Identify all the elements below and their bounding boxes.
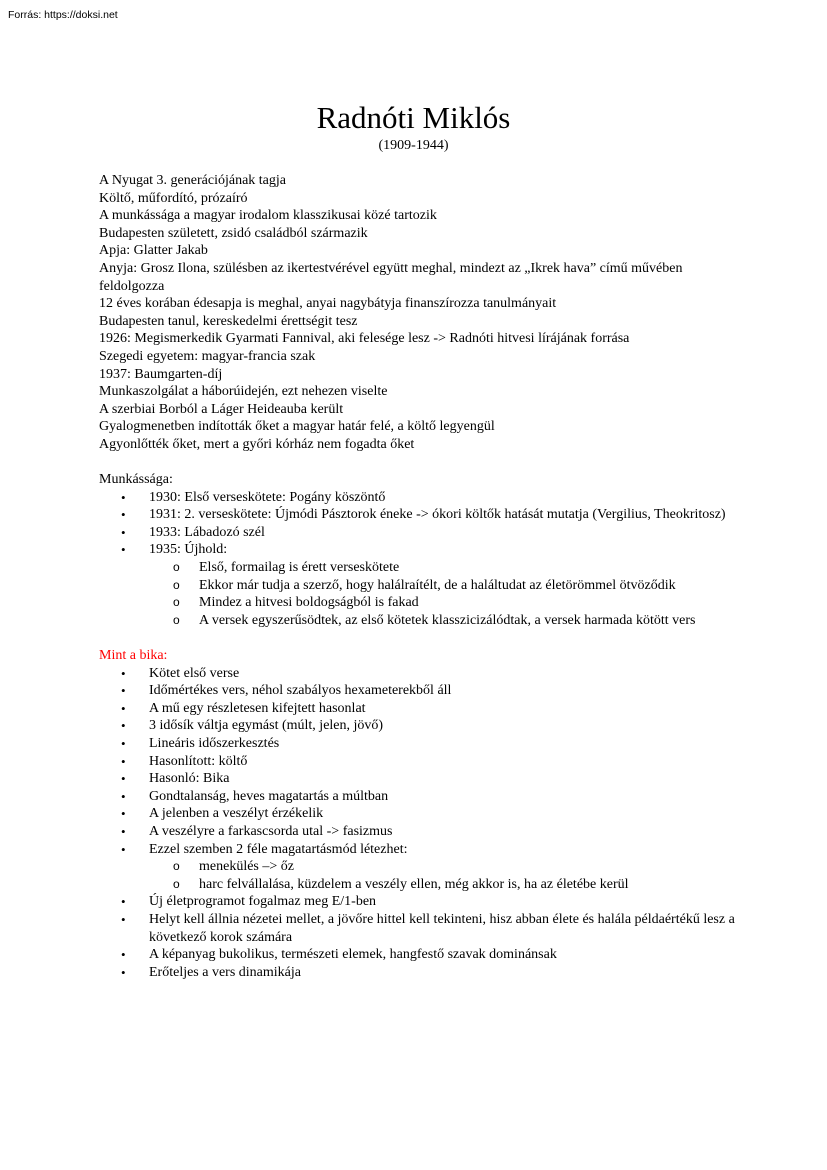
list-item [121,665,739,683]
intro-line: A munkássága a magyar irodalom klasszikusai közé tartozik [99,208,437,224]
list-item-text: 1935: Újhold: [149,542,228,558]
list-item-text: Ezzel szemben 2 féle magatartásmód létezhet: [149,841,408,857]
bullet-icon: • [121,683,126,699]
bullet-icon: • [121,947,126,963]
bullet-icon: • [121,665,126,681]
bika-list [99,665,739,982]
list-item-text: Lineáris időszerkesztés [149,736,280,751]
list-item [121,524,739,542]
bullet-icon: • [121,542,126,558]
list-item-text: Új életprogramot fogalmaz meg E/1-ben [149,894,377,910]
sub-list-item [173,594,739,612]
list-item [121,946,739,964]
bika-heading: Mint a bika: [99,648,168,664]
works-heading: Munkássága: [99,472,173,488]
bullet-icon: • [121,718,126,734]
intro-line: Költő, műfordító, prózaíró [99,190,248,206]
sub-list-item-text: menekülés –> őz [199,859,294,875]
list-item-text: Hasonlított: költő [149,753,248,769]
intro-line: Agyonlőtték őket, mert a győri kórház nem fogadta őket [99,436,415,452]
bullet-icon: • [121,894,126,910]
bullet-icon: • [121,736,126,751]
intro-line: Budapesten született, zsidó családból származik [99,225,368,241]
list-item-text: 1930: Első verseskötete: Pogány köszöntő [149,489,386,505]
bullet-icon: • [121,841,126,857]
page-subtitle: (1909-1944) [378,138,449,153]
works-section [99,471,739,629]
sub-list-item-text: A versek egyszerűsödtek, az első kötetek klasszicizálódtak, a versek harmada kötött vers [199,612,696,628]
circle-bullet-icon: o [173,876,180,891]
sub-list-item [173,858,739,876]
intro-line: Munkaszolgálat a háborúidején, ezt nehezen viselte [99,384,388,400]
list-item-text: A jelenben a veszélyt érzékelik [149,806,324,822]
intro-line: Gyalogmenetben indították őket a magyar határ felé, a költő legyengül [99,419,495,435]
list-item [121,841,739,894]
list-item [121,682,739,700]
list-item-text: 3 idősík váltja egymást (múlt, jelen, jövő) [149,718,384,734]
list-item [121,805,739,823]
list-item-text: Gondtalanság, heves magatartás a múltban [149,788,389,804]
list-item [121,735,739,753]
list-item-text: 1931: 2. verseskötete: Újmódi Pásztorok éneke -> ókori költők hatását mutatja (Vergilius, Theokritosz) [149,507,726,523]
circle-bullet-icon: o [173,577,180,592]
list-item [121,753,739,771]
list-item-text: Időmértékes vers, néhol szabályos hexameterekből áll [149,683,452,699]
list-item [121,506,739,524]
bullet-icon: • [121,806,126,822]
bullet-icon: • [121,771,126,787]
bullet-icon: • [121,489,126,505]
source-label: Forrás: https://doksi.net [8,9,118,21]
intro-line: Szegedi egyetem: magyar-francia szak [99,348,316,364]
intro-line: 1937: Baumgarten-díj [99,366,223,382]
list-item-text: Hasonló: Bika [149,771,230,787]
list-item [121,717,739,735]
intro-line: Apja: Glatter Jakab [99,243,208,259]
works-sublist [149,559,739,629]
list-item [121,964,739,982]
page-title: Radnóti Miklós [316,100,511,135]
intro-line: A Nyugat 3. generációjának tagja [99,173,286,188]
list-item [121,893,739,911]
sub-list-item-text: harc felvállalása, küzdelem a veszély ellen, még akkor is, ha az életébe kerül [199,876,629,892]
list-item-text: A képanyag bukolikus, természeti elemek, hangfestő szavak dominánsak [149,947,557,963]
sub-list-item-text: Ekkor már tudja a szerző, hogy halálraítélt, de a haláltudat az életörömmel ötvöződik [199,577,676,593]
bullet-icon: • [121,788,126,804]
intro-line: 1926: Megismerkedik Gyarmati Fannival, aki felesége lesz -> Radnóti hitvesi lírájának forrása [99,331,630,347]
circle-bullet-icon: o [173,560,180,575]
intro-section [99,172,739,454]
list-item-text: A mű egy részletesen kifejtett hasonlat [149,700,366,716]
circle-bullet-icon: o [173,595,180,610]
bika-section [99,647,739,981]
sub-list-item-text: Első, formailag is érett verseskötete [199,560,400,576]
sub-list-item [173,559,739,577]
document-body [99,172,739,981]
circle-bullet-icon: o [173,612,180,627]
circle-bullet-icon: o [173,859,180,874]
bika-sublist [149,858,739,893]
list-item-text: Kötet első verse [149,665,240,681]
list-item [121,911,739,946]
spacer [99,454,739,472]
bullet-icon: • [121,964,126,980]
bullet-icon: • [121,911,126,927]
intro-line: A szerbiai Borból a Láger Heideauba került [99,401,344,417]
list-item-text: 1933: Lábadozó szél [149,524,265,540]
bullet-icon: • [121,753,126,769]
works-list [99,489,739,630]
bullet-icon: • [121,823,126,839]
intro-line: Budapesten tanul, kereskedelmi érettségit tesz [99,313,358,329]
list-item [121,541,739,629]
list-item [121,770,739,788]
list-item-text: Helyt kell állnia nézetei mellet, a jövőre hittel kell tekinteni, hisz abban élete és halála példaértékű lesz a következő korok számára [149,911,735,945]
list-item [121,700,739,718]
list-item-text: A veszélyre a farkascsorda utal -> fasizmus [149,823,393,839]
list-item-text: Erőteljes a vers dinamikája [149,964,301,980]
spacer [99,629,739,647]
intro-line: 12 éves korában édesapja is meghal, anyai nagybátyja finanszírozza tanulmányait [99,296,557,312]
list-item [121,823,739,841]
intro-line: Anyja: Grosz Ilona, szülésben az ikertestvérével együtt meghal, mindezt az „Ikrek hava” című művében feldolgozza [99,260,683,294]
sub-list-item [173,577,739,595]
list-item [121,489,739,507]
bullet-icon: • [121,507,126,523]
list-item [121,788,739,806]
sub-list-item-text: Mindez a hitvesi boldogságból is fakad [199,595,419,611]
bullet-icon: • [121,700,126,716]
bullet-icon: • [121,524,126,540]
sub-list-item [173,612,739,630]
sub-list-item [173,876,739,894]
